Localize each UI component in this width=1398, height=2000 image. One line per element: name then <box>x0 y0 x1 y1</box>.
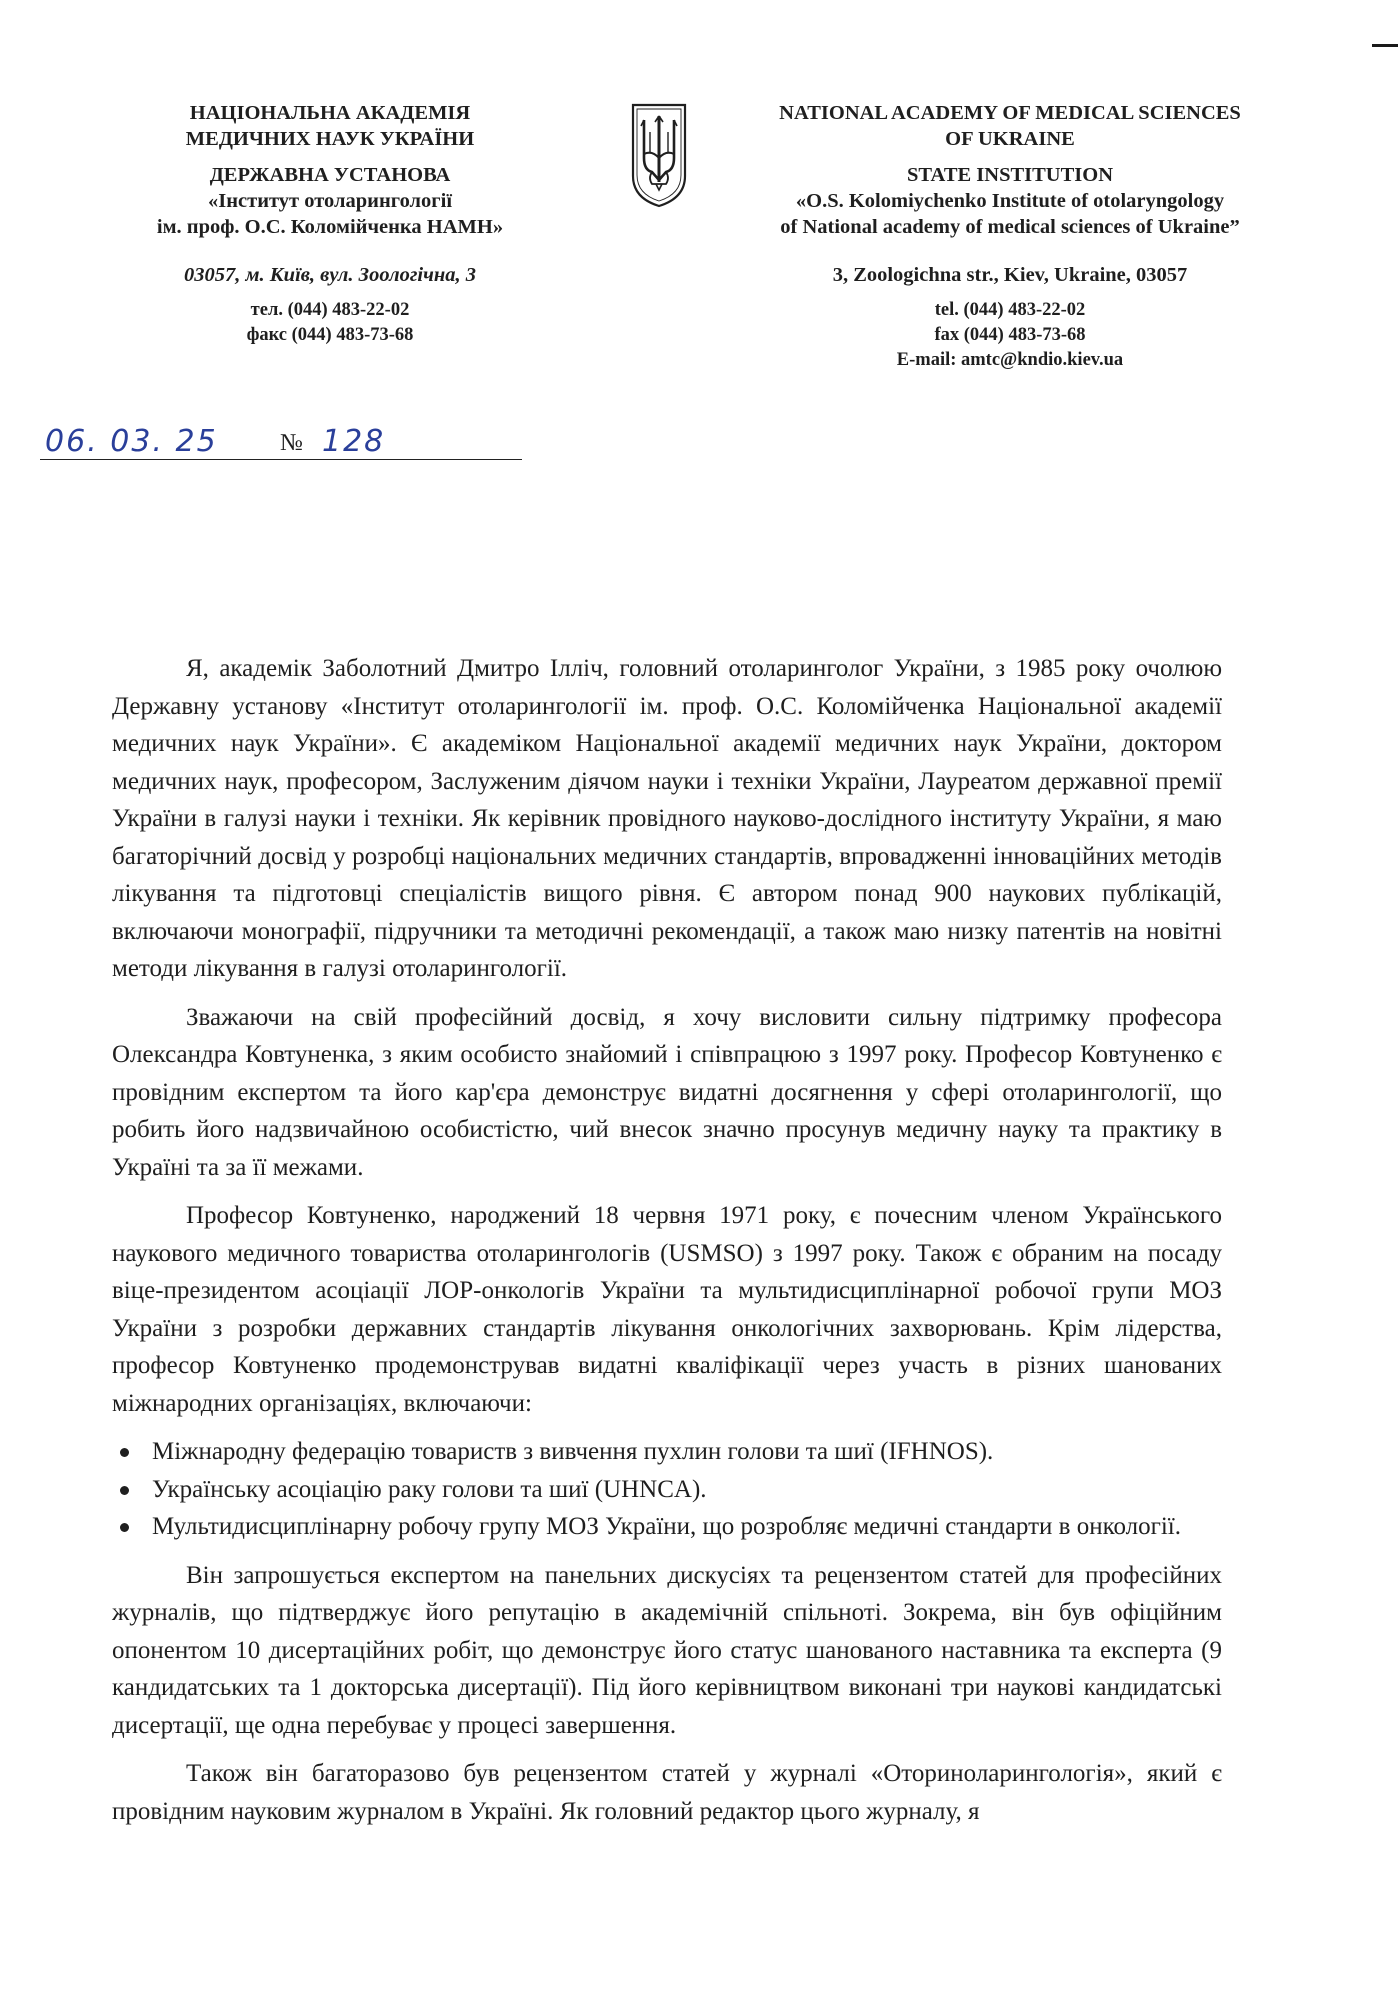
registration-date: 06. 03. 25 <box>45 424 218 459</box>
phone-en: tel. (044) 483-22-02 <box>934 300 1086 320</box>
org-name-line1-ua: НАЦІОНАЛЬНА АКАДЕМІЯ <box>189 102 471 124</box>
list-item <box>112 1433 1222 1471</box>
list-item <box>112 1471 1222 1509</box>
institution-name-line1-ua: «Інститут отоларингології <box>207 190 453 212</box>
list-item-text: Мультидисциплінарну робочу групу МОЗ України, що розробляє медичні стандарти в онкології. <box>152 1513 1182 1540</box>
bullet-icon <box>120 1448 129 1457</box>
address-en: 3, Zoologichna str., Kiev, Ukraine, 03057 <box>832 264 1188 286</box>
list-item <box>112 1508 1222 1546</box>
address-ua: 03057, м. Київ, вул. Зоологічна, 3 <box>183 264 477 286</box>
paragraph-expertise: Він запрошується експертом на панельних дискусіях та рецензентом статей для професійних журналів, що підтверджує його репутацію в академічній спільноті. Зокрема, він був офіційним опонентом 10 дисертаційних робіт, що демонструє його статус шанованого наставника та експерта (9 кандидатських та 1 докторська дисертації). Під його керівництвом виконані три наукові кандидатські дисертації, ще одна перебуває у процесі завершення. <box>112 1561 1222 1739</box>
institution-name-line2-ua: ім. проф. О.С. Коломійченка НАМН» <box>156 216 504 238</box>
phone-ua: тел. (044) 483-22-02 <box>250 300 410 320</box>
paragraph-memberships: Професор Ковтуненко, народжений 18 червня 1971 року, є почесним членом Українського наукового медичного товариства отоларингологів (USMSO) з 1997 року. Також є обраним на посаду віце-президентом асоціації ЛОР-онкологів України та мультидисциплінарної робочої групи МОЗ України з розробки державних стандартів лікування онкологічних захворювань. Крім лідерства, професор Ковтуненко продемонстрував видатні кваліфікації через участь в різних шанованих міжнародних організаціях, включаючи: <box>112 1202 1222 1417</box>
memberships-list <box>112 1433 1222 1546</box>
email-en: E-mail: amtc@kndio.kiev.ua <box>896 350 1124 370</box>
scan-edge-mark <box>1372 44 1398 47</box>
bullet-icon <box>120 1523 129 1532</box>
registration-number-label: № <box>280 430 303 456</box>
letter-body <box>112 650 1222 1841</box>
paragraph-intro: Я, академік Заболотний Дмитро Ілліч, головний отоларинголог України, з 1985 року очолюю Державну установу «Інститут отоларингології ім. проф. О.С. Коломійченка Національної академії медичних наук України». Є академіком Національної академії медичних наук України, доктором медичних наук, професором, Заслуженим діячом науки і техніки України, Лауреатом державної премії України в галузі науки і техніки. Як керівник провідного науково-дослідного інституту України, я маю багаторічний досвід у розробці національних медичних стандартів, впровадженні інноваційних методів лікування та підготовці спеціалістів вищого рівня. Є автором понад 900 наукових публікацій, включаючи монографії, підручники та методичні рекомендації, а також маю низку патентів на новітні методи лікування в галузі отоларингології. <box>112 655 1222 982</box>
org-name-line2-en: OF UKRAINE <box>945 128 1075 150</box>
paragraph-reviewer: Також він багаторазово був рецензентом статей у журналі «Оториноларингологія», який є провідним науковим журналом в Україні. Як головний редактор цього журналу, я <box>112 1760 1222 1825</box>
registration-number: 128 <box>322 424 386 459</box>
registration-underline <box>40 459 522 460</box>
institution-name-line1-en: «O.S. Kolomiychenko Institute of otolaryngology <box>795 190 1225 212</box>
header-ukrainian <box>100 100 560 348</box>
institution-type-en: STATE INSTITUTION <box>906 164 1114 186</box>
institution-type-ua: ДЕРЖАВНА УСТАНОВА <box>209 164 451 186</box>
paragraph-support: Зважаючи на свій професійний досвід, я хочу висловити сильну підтримку професора Олександра Ковтуненка, з яким особисто знайомий і співпрацюю з 1997 року. Професор Ковтуненко є провідним експертом та його кар'єра демонструє видатні досягнення у сфері отоларингології, що робить його надзвичайною особистістю, чий внесок значно просунув медичну науку та практику в Україні та за її межами. <box>112 1003 1222 1181</box>
trident-coat-of-arms-icon <box>630 102 688 208</box>
institution-name-line2-en: of National academy of medical sciences of Ukraine” <box>780 216 1240 238</box>
fax-ua: факс (044) 483-73-68 <box>246 325 414 345</box>
fax-en: fax (044) 483-73-68 <box>934 325 1086 345</box>
list-item-text: Міжнародну федерацію товариств з вивчення пухлин голови та шиї (IFHNOS). <box>152 1438 994 1465</box>
registration-line <box>40 424 522 464</box>
list-item-text: Українську асоціацію раку голови та шиї (UHNCA). <box>152 1475 707 1503</box>
header-english <box>720 100 1300 373</box>
org-name-line2-ua: МЕДИЧНИХ НАУК УКРАЇНИ <box>185 128 475 150</box>
bullet-icon <box>120 1486 129 1495</box>
org-name-line1-en: NATIONAL ACADEMY OF MEDICAL SCIENCES <box>779 102 1241 124</box>
